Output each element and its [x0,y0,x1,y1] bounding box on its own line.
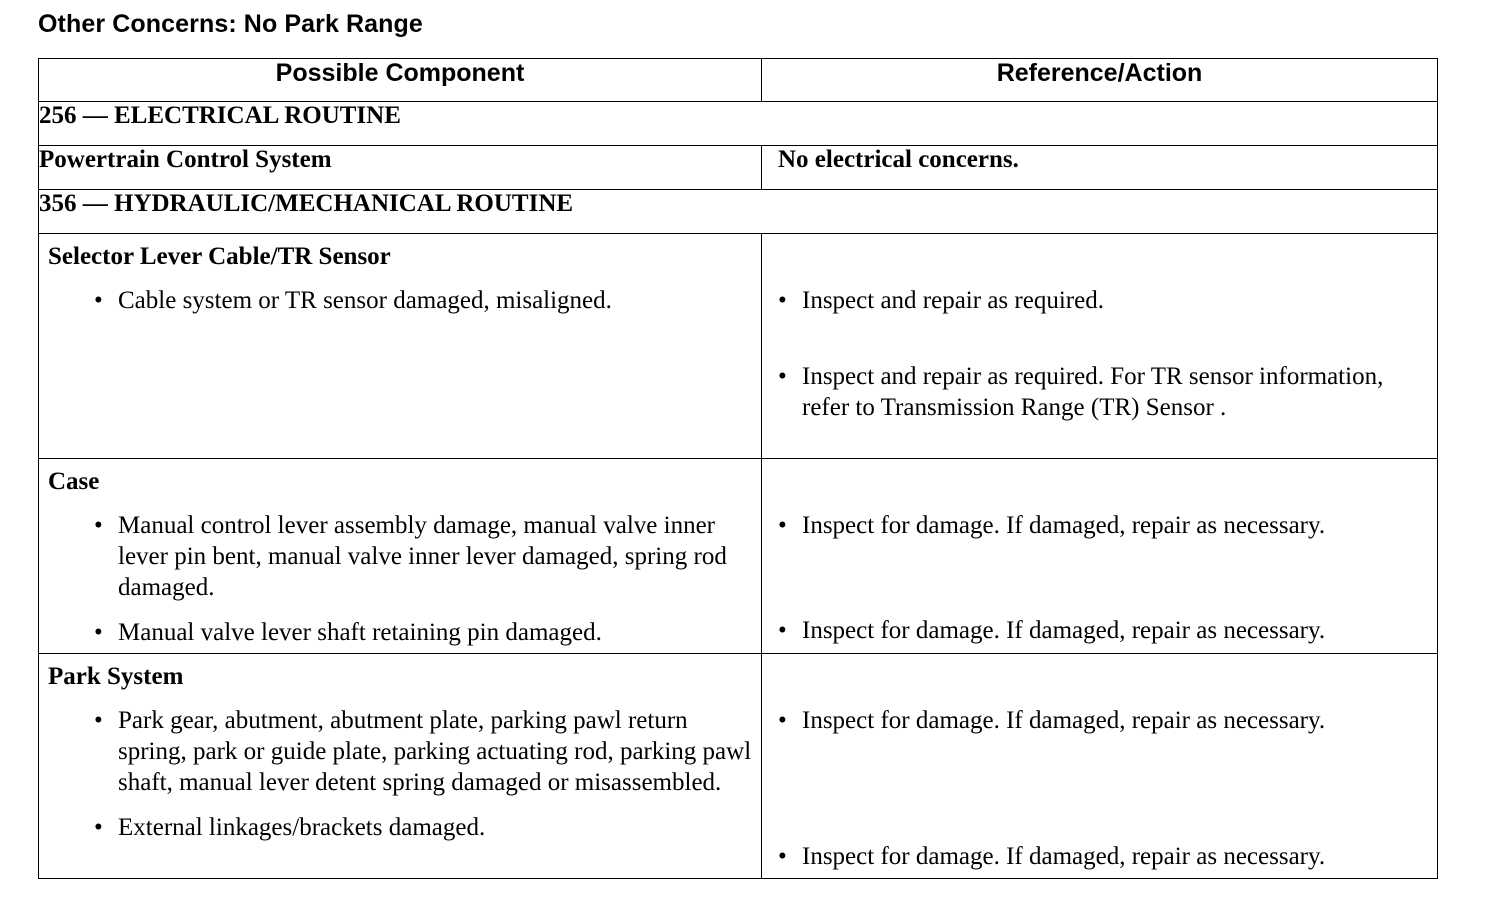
action-item: • Inspect for damage. If damaged, repair as necessary. [778,617,1326,644]
action-cell [762,234,1438,459]
bullet-icon: • [778,843,787,870]
section-title-hydraulic: 356 — HYDRAULIC/MECHANICAL ROUTINE [39,190,1438,234]
action-cell: No electrical concerns. [762,146,1438,190]
component-cell [39,234,762,459]
table-row-powertrain [39,146,1438,190]
action-cell [762,654,1438,879]
component-cell [39,459,762,654]
action-item: • Inspect for damage. If damaged, repair as necessary. [778,512,1326,539]
component-item: • Manual valve lever shaft retaining pin damaged. [94,619,602,646]
concerns-table [38,58,1438,879]
bullet-icon: • [778,363,787,390]
table-row-selector [39,234,1438,459]
bullet-icon: • [94,814,103,841]
component-item: • Cable system or TR sensor damaged, misaligned. [94,287,612,314]
table-row-case [39,459,1438,654]
page-title: Other Concerns: No Park Range [38,10,423,38]
bullet-icon: • [94,512,103,539]
bullet-icon: • [778,512,787,539]
component-item: • Park gear, abutment, abutment plate, parking pawl return spring, park or guide plate, parking actuating rod, parking pawl shaft, manual lever detent spring damaged or misassembled. [94,707,752,796]
bullet-icon: • [778,287,787,314]
bullet-icon: • [94,707,103,734]
section-row-electrical [39,102,1438,146]
column-header-component: Possible Component [39,59,762,102]
table-row-park [39,654,1438,879]
component-title: Selector Lever Cable/TR Sensor [48,243,391,270]
section-row-hydraulic [39,190,1438,234]
bullet-icon: • [94,287,103,314]
section-title-electrical: 256 — ELECTRICAL ROUTINE [39,102,1438,146]
action-item: • Inspect for damage. If damaged, repair as necessary. [778,843,1326,870]
bullet-icon: • [778,707,787,734]
action-item: • Inspect for damage. If damaged, repair as necessary. [778,707,1326,734]
component-title: Park System [48,663,184,690]
header-row [39,59,1438,102]
component-cell [39,654,762,879]
component-item: • Manual control lever assembly damage, manual valve inner lever pin bent, manual valve inner lever damaged, spring rod damaged. [94,512,727,601]
bullet-icon: • [94,619,103,646]
component-title: Case [48,468,100,495]
action-cell [762,459,1438,654]
action-item: • Inspect and repair as required. [778,287,1104,314]
action-item: • Inspect and repair as required. For TR sensor information, refer to Transmission Range (TR) Sensor . [778,363,1384,421]
column-header-action: Reference/Action [762,59,1438,102]
bullet-icon: • [778,617,787,644]
component-cell: Powertrain Control System [39,146,762,190]
component-item: • External linkages/brackets damaged. [94,814,486,841]
